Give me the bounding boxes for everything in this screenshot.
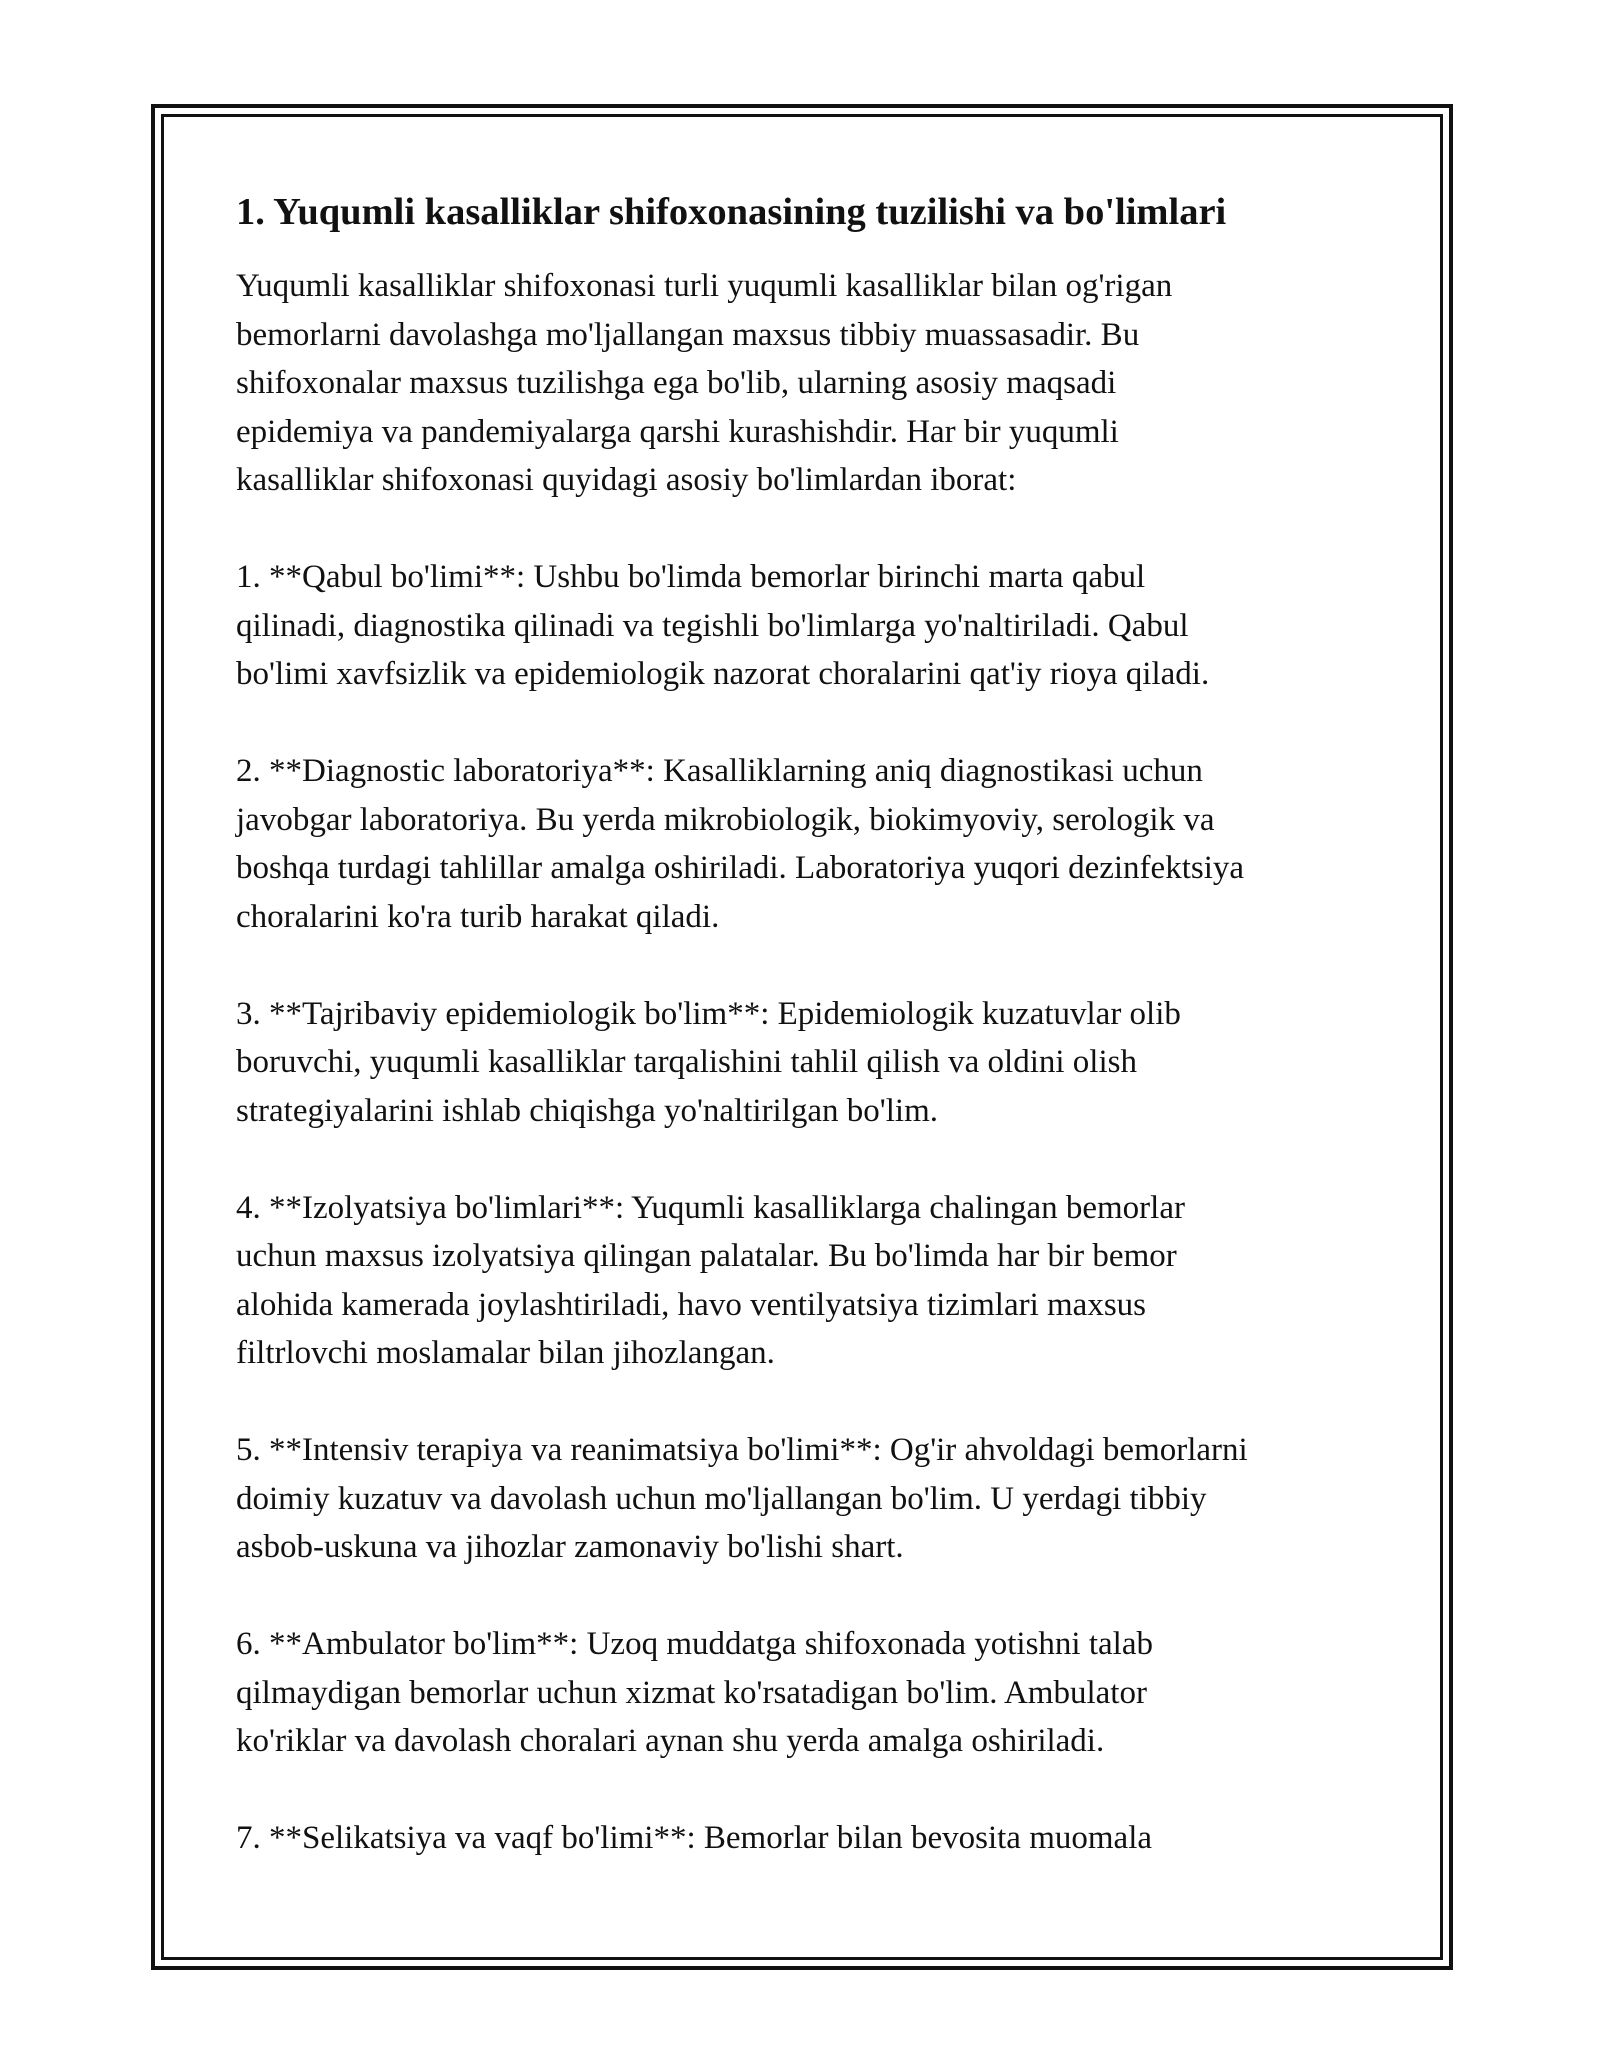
text-line: asbob-uskuna va jihozlar zamonaviy bo'lishi shart. [236,1529,904,1565]
section-item-paragraph [236,990,1376,1136]
text-line: bo'limi xavfsizlik va epidemiologik nazorat choralarini qat'iy rioya qiladi. [236,656,1210,692]
text-line: choralarini ko'ra turib harakat qiladi. [236,898,720,935]
text-line: kasalliklar shifoxonasi quyidagi asosiy bo'limlardan iborat: [236,462,1017,498]
text-line: epidemiya va pandemiyalarga qarshi kurashishdir. Har bir yuqumli [236,413,1119,450]
text-line: 1. **Qabul bo'limi**: Ushbu bo'limda bemorlar birinchi marta qabul [236,559,1146,595]
document-title: 1. Yuqumli kasalliklar shifoxonasining tuzilishi va bo'limlari [236,191,1227,233]
intro-paragraph [236,262,1376,505]
text-line: 2. **Diagnostic laboratoriya**: Kasalliklarning aniq diagnostikasi uchun [236,753,1203,789]
document-body [236,188,1376,1911]
section-item-paragraph [236,553,1376,699]
section-item-paragraph [236,1620,1376,1766]
section-item-paragraph [236,1184,1376,1378]
text-line: alohida kamerada joylashtiriladi, havo ventilyatsiya tizimlari maxsus [236,1286,1146,1323]
text-line: qilmaydigan bemorlar uchun xizmat ko'rsatadigan bo'lim. Ambulator [236,1674,1147,1711]
text-line: qilinadi, diagnostika qilinadi va tegishli bo'limlarga yo'naltiriladi. Qabul [236,607,1189,644]
text-line: 3. **Tajribaviy epidemiologik bo'lim**: Epidemiologik kuzatuvlar olib [236,995,1181,1032]
text-line: Yuqumli kasalliklar shifoxonasi turli yuqumli kasalliklar bilan og'rigan [236,268,1173,304]
text-line: doimiy kuzatuv va davolash uchun mo'ljallangan bo'lim. U yerdagi tibbiy [236,1480,1207,1517]
text-line: 6. **Ambulator bo'lim**: Uzoq muddatga shifoxonada yotishni talab [236,1626,1153,1662]
section-item-paragraph [236,747,1376,941]
text-line: uchun maxsus izolyatsiya qilingan palatalar. Bu bo'limda har bir bemor [236,1238,1177,1274]
text-line: shifoxonalar maxsus tuzilishga ega bo'lib, ularning asosiy maqsadi [236,365,1117,401]
text-line: javobgar laboratoriya. Bu yerda mikrobiologik, biokimyoviy, serologik va [236,801,1215,838]
text-line: 5. **Intensiv terapiya va reanimatsiya bo'limi**: Og'ir ahvoldagi bemorlarni [236,1432,1248,1468]
text-line: bemorlarni davolashga mo'ljallangan maxsus tibbiy muassasadir. Bu [236,316,1140,353]
text-line: 4. **Izolyatsiya bo'limlari**: Yuqumli kasalliklarga chalingan bemorlar [236,1189,1185,1226]
text-line: boshqa turdagi tahlillar amalga oshiriladi. Laboratoriya yuqori dezinfektsiya [236,850,1245,886]
text-line: 7. **Selikatsiya va vaqf bo'limi**: Bemorlar bilan bevosita muomala [236,1820,1153,1856]
section-item-paragraph [236,1814,1376,1863]
section-item-paragraph [236,1426,1376,1572]
text-line: boruvchi, yuqumli kasalliklar tarqalishini tahlil qilish va oldini olish [236,1044,1137,1080]
paragraph-list [236,262,1376,1863]
text-line: filtrlovchi moslamalar bilan jihozlangan. [236,1335,775,1371]
text-line: strategiyalarini ishlab chiqishga yo'naltirilgan bo'lim. [236,1092,938,1129]
text-line: ko'riklar va davolash choralari aynan shu yerda amalga oshiriladi. [236,1723,1105,1759]
